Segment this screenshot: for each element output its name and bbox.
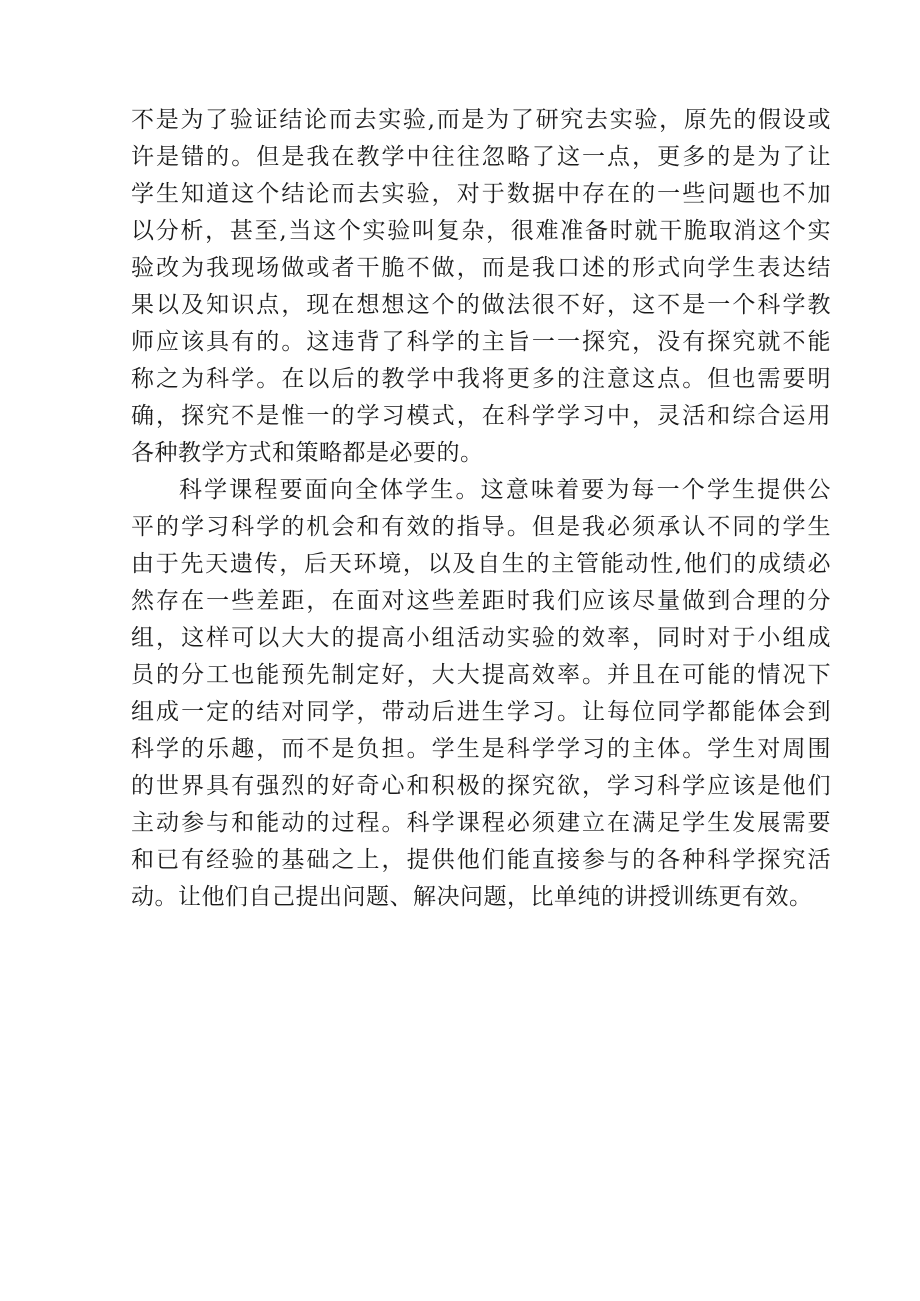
text-line: 员的分工也能预先制定好，大大提高效率。并且在可能的情况下 bbox=[131, 662, 831, 688]
text-line: 动。让他们自己提出问题、解决问题，比单纯的讲授训练更有效。 bbox=[131, 884, 813, 910]
text-line: 主动参与和能动的过程。科学课程必须建立在满足学生发展需要 bbox=[131, 810, 831, 836]
text-line: 称之为科学。在以后的教学中我将更多的注意这点。但也需要明 bbox=[131, 366, 831, 392]
text-line: 组，这样可以大大的提高小组活动实验的效率，同时对于小组成 bbox=[131, 625, 831, 651]
text-line: 平的学习科学的机会和有效的指导。但是我必须承认不同的学生 bbox=[131, 514, 831, 540]
document-body bbox=[131, 102, 831, 916]
text-line: 和已有经验的基础之上，提供他们能直接参与的各种科学探究活 bbox=[131, 847, 831, 873]
text-line: 许是错的。但是我在教学中往往忽略了这一点，更多的是为了让 bbox=[131, 144, 831, 170]
text-line: 组成一定的结对同学，带动后进生学习。让每位同学都能体会到 bbox=[131, 699, 831, 725]
paragraph-2 bbox=[131, 472, 831, 916]
text-line: 师应该具有的。这违背了科学的主旨一一探究，没有探究就不能 bbox=[131, 329, 831, 355]
text-line: 的世界具有强烈的好奇心和积极的探究欲，学习科学应该是他们 bbox=[131, 773, 831, 799]
text-line: 学生知道这个结论而去实验，对于数据中存在的一些问题也不加 bbox=[131, 181, 831, 207]
text-line: 科学的乐趣，而不是负担。学生是科学学习的主体。学生对周围 bbox=[131, 736, 831, 762]
text-line: 然存在一些差距，在面对这些差距时我们应该尽量做到合理的分 bbox=[131, 588, 831, 614]
text-line: 果以及知识点，现在想想这个的做法很不好，这不是一个科学教 bbox=[131, 292, 831, 318]
text-line: 各种教学方式和策略都是必要的。 bbox=[131, 440, 484, 466]
text-line: 以分析，甚至,当这个实验叫复杂，很难准备时就干脆取消这个实 bbox=[131, 218, 831, 244]
paragraph-1 bbox=[131, 102, 831, 472]
text-line: 验改为我现场做或者干脆不做，而是我口述的形式向学生表达结 bbox=[131, 255, 831, 281]
text-line: 确，探究不是惟一的学习模式，在科学学习中，灵活和综合运用 bbox=[131, 403, 831, 429]
text-line: 科学课程要面向全体学生。这意味着要为每一个学生提供公 bbox=[179, 477, 831, 503]
text-line: 由于先天遗传，后天环境，以及自生的主管能动性,他们的成绩必 bbox=[131, 551, 831, 577]
text-line: 不是为了验证结论而去实验,而是为了研究去实验，原先的假设或 bbox=[131, 107, 831, 133]
